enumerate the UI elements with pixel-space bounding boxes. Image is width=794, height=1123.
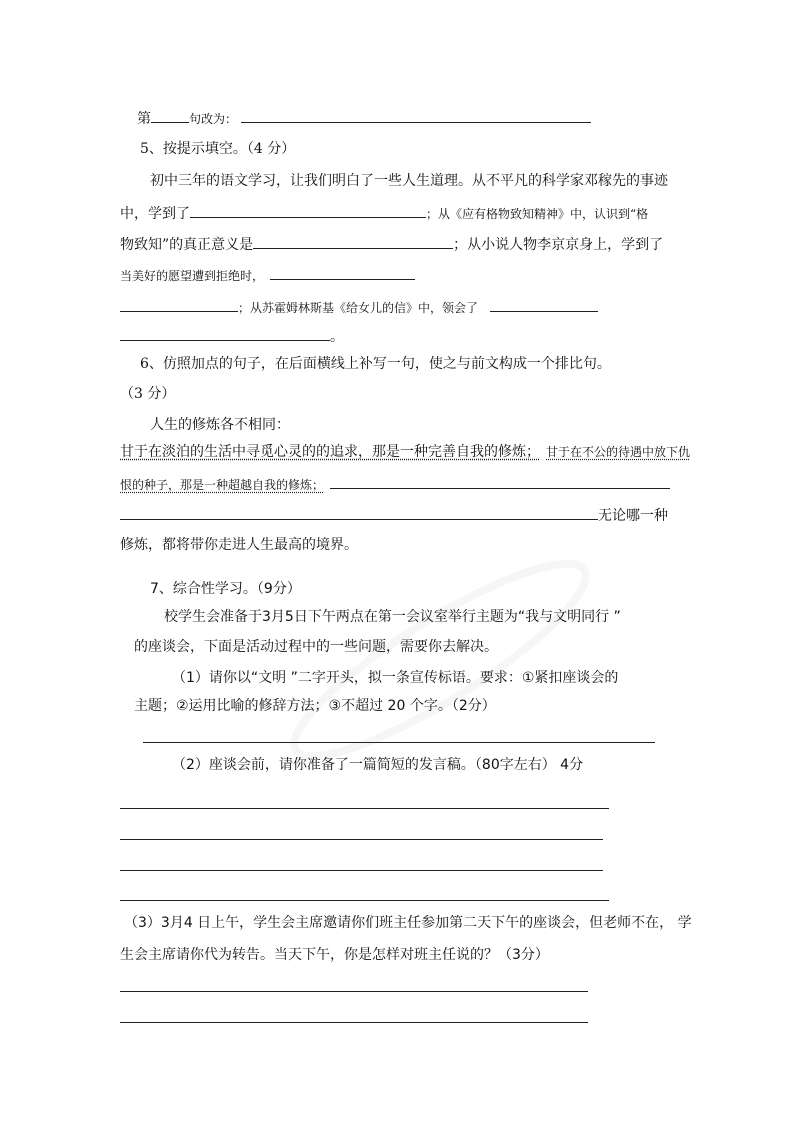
q7-heading: 7、综合性学习。（9分） (150, 581, 301, 597)
rewrite-suffix: 句改为： (189, 112, 238, 126)
q6-example2-start: 甘于在不公的待遇中放下仇 (546, 445, 691, 459)
q5-line5-text: ；从苏霍姆林斯基《给女儿的信》中，领会了 (238, 301, 479, 315)
q6-intro: 人生的修炼各不相同： (150, 417, 290, 433)
rewrite-prefix: 第 (137, 111, 151, 127)
q5-line6-end: 。 (330, 329, 344, 345)
q7-part3-line2: 生会主席请你代为转告。当天下午，你是怎样对班主任说的？（3分） (120, 947, 549, 963)
q5-blank-4[interactable] (120, 297, 238, 312)
q5-line2-a: 中，学到了 (120, 206, 190, 222)
q6-example-line2 (120, 474, 670, 494)
q6-blank-1[interactable] (330, 474, 670, 489)
q7-part2: （2）座谈会前，请你准备了一篇简短的发言稿。（80字左右） 4分 (172, 757, 584, 773)
rewrite-line (137, 108, 591, 128)
q6-example1: 甘于在淡泊的生活中寻觅心灵的的追求，那是一种完善自我的修炼； (120, 444, 540, 460)
q5-line2-b: ；从《应有格物致知精神》中，认识到“格 (426, 207, 649, 221)
q5-line3-b: ；从小说人物李京京身上，学到了 (453, 237, 664, 253)
q5-blank-1[interactable] (190, 203, 426, 218)
q6-heading: 6、仿照加点的句子，在后面横线上补写一句，使之与前文构成一个排比句。 (140, 356, 611, 372)
q6-tail: 无论哪一种 (598, 508, 668, 524)
q6-closing: 修炼，都将带你走进人生最高的境界。 (120, 537, 358, 553)
q5-line3-a: 物致知”的真正意义是 (120, 237, 254, 253)
q7-part2-answer-line-1[interactable] (120, 808, 609, 809)
sentence-number-blank[interactable] (151, 108, 189, 123)
q7-part3-answer-line-1[interactable] (120, 991, 588, 992)
q7-part2-answer-line-4[interactable] (120, 900, 609, 901)
q6-score: （3 分） (120, 386, 176, 402)
q5-line5 (120, 297, 598, 317)
q7-intro2: 的座谈会，下面是活动过程中的一些问题，需要你去解决。 (134, 639, 498, 655)
q7-intro1: 校学生会准备于3月5日下午两点在第一会议室举行主题为“我与文明同行 ” (164, 609, 621, 625)
q7-part2-answer-line-3[interactable] (120, 870, 603, 871)
q7-part3-answer-line-2[interactable] (120, 1022, 588, 1023)
q7-part1-line1: （1）请你以“文明 ”二字开头，拟一条宣传标语。要求：①紧扣座谈会的 (172, 670, 619, 686)
q5-line4-text: 当美好的愿望遭到拒绝时， (120, 269, 265, 283)
q5-line2 (120, 203, 648, 223)
q7-part3-line1: （3）3月4 日上午，学生会主席邀请你们班主任参加第二天下午的座谈会，但老师不在， 学 (124, 915, 692, 931)
q7-part2-answer-line-2[interactable] (120, 839, 603, 840)
q5-blank-5[interactable] (490, 297, 598, 312)
q5-blank-6[interactable] (120, 326, 330, 341)
q5-line1: 初中三年的语文学习，让我们明白了一些人生道理。从不平凡的科学家邓稼先的事迹 (150, 173, 668, 189)
q6-blank-line (120, 505, 668, 525)
q5-line3 (120, 234, 663, 254)
q6-example2-end: 恨的种子，那是一种超越自我的修炼； (120, 478, 325, 492)
q5-line6 (120, 326, 344, 346)
q7-part1-answer-line[interactable] (143, 742, 655, 743)
q5-blank-2[interactable] (253, 234, 453, 249)
q5-blank-3[interactable] (270, 265, 415, 280)
q6-blank-2[interactable] (120, 505, 598, 520)
rewrite-answer-blank[interactable] (241, 108, 591, 123)
q6-example-line1 (120, 443, 690, 461)
q5-line4 (120, 265, 415, 285)
q5-heading: 5、按提示填空。（4 分） (140, 141, 296, 157)
q7-part1-line2: 主题；②运用比喻的修辞方法；③不超过 20 个字。（2分） (134, 698, 496, 714)
